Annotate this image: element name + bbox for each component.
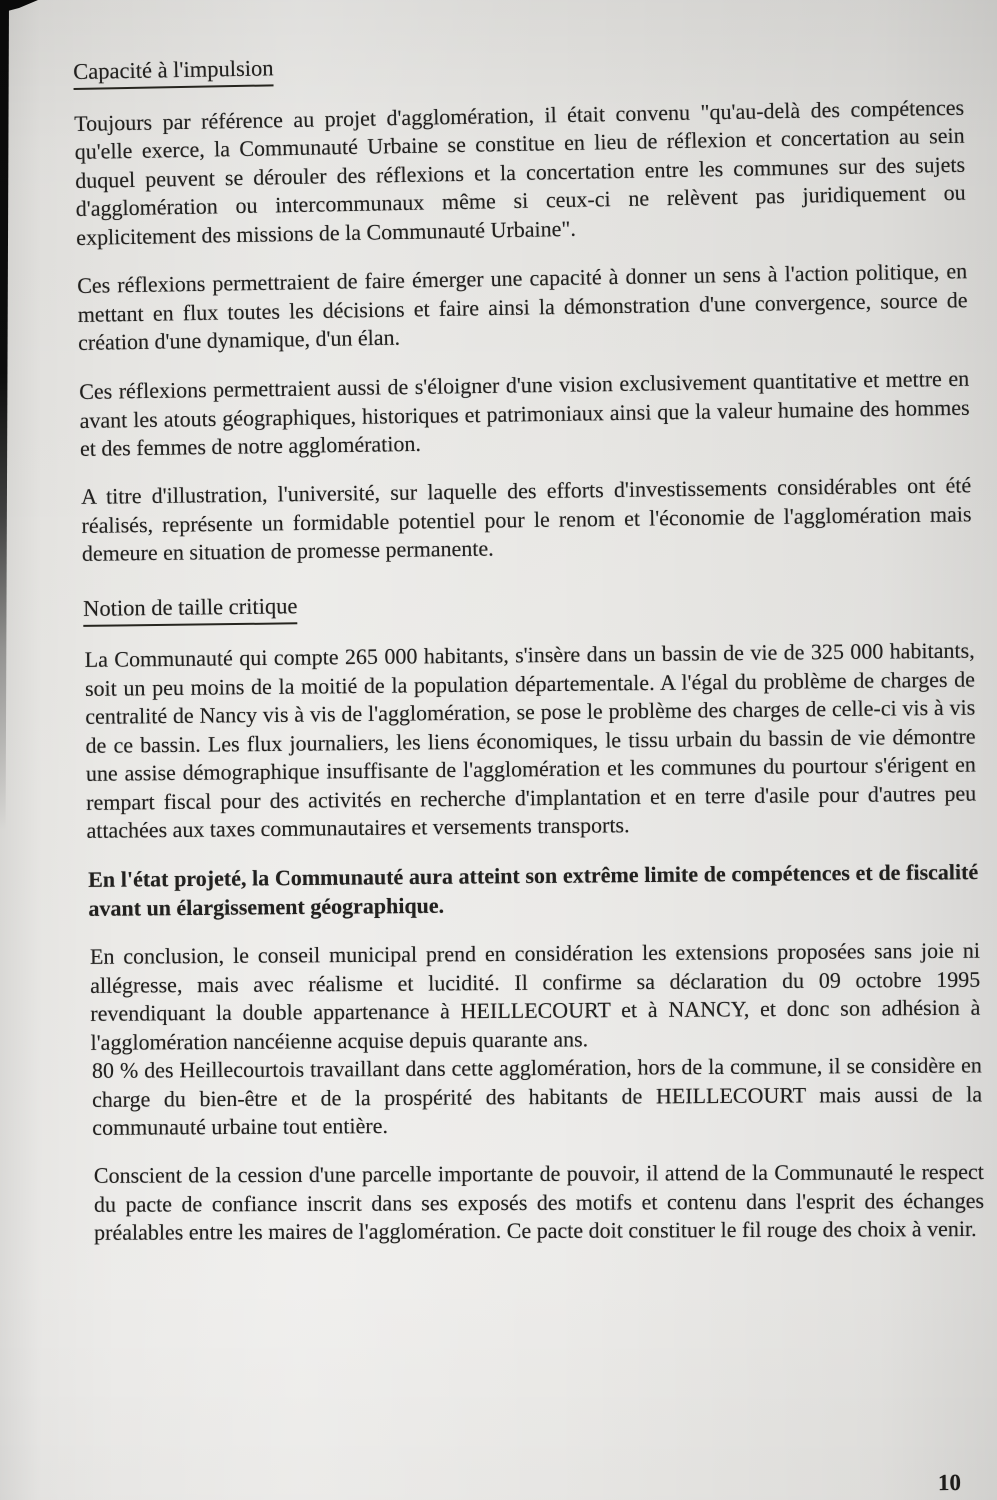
section-heading-capacite-impulsion [73, 42, 963, 90]
paragraph-heillecourtois: 80 % des Heillecourtois travaillant dans cette agglomération, hors de la commune, il se considère en charge du bien-être et de la prospérité des habitants de HEILLECOURT mais aussi de la communauté urbaine tout entière. [91, 1051, 983, 1140]
scan-edge-artifact [0, 0, 9, 830]
paragraph-reflexions-capacite: Ces réflexions permettraient de faire émerger une capacité à donner un sens à l'action politique, en mettant en flux toutes les décisions et faire ainsi la démonstration d'une convergence, source de création d'une dynamique, d'un élan. [77, 258, 968, 355]
paragraph-reflexions-vision: Ces réflexions permettraient aussi de s'éloigner d'une vision exclusivement quantitative et mettre en avant les atouts géographiques, historiques et patrimoniaux ainsi que la valeur humaine des hommes et des femmes de notre agglomération. [79, 365, 970, 461]
paragraph-communaute-bassin: La Communauté qui compte 265 000 habitants, s'insère dans un bassin de vie de 325 000 habitants, soit un peu moins de la moitié de la population départementale. A l'égal du problème de charges de centralité de Nancy vis à vis de l'agglomération, se pose le problème des charges de celle-ci vis à vis de ce bassin. Les flux journaliers, les liens économiques, le tissu urbain du bassin de vie démontre une assise démographique insuffisante de l'agglomération et les communes du pourtour s'érigent en rempart fiscal pour des activités en recherche d'implantation et en terre d'asile pour d'autres peu attachées aux taxes communautaires et versements transports. [84, 637, 977, 843]
paragraph-toujours-reference: Toujours par référence au projet d'agglomération, il était convenu "qu'au-delà des compétences qu'elle exerce, la Communauté Urbaine se constitue en lieu de réflexion et concertation au sein duquel peuvent se dérouler des réflexions et la concertation entre les communes sur des sujets d'agglomération ou intercommunaux même si ceux-ci ne relèvent pas juridiquement ou explicitement des missions de la Communauté Urbaine". [73, 94, 966, 250]
page-number: 10 [937, 1469, 962, 1496]
paragraph-conclusion: En conclusion, le conseil municipal prend en considération les extensions proposées sans joie ni allégresse, mais avec réalisme et lucidité. Il confirme sa déclaration du 09 octobre 1995 revendiquant la double appartenance à HEILLECOURT et à NANCY, et donc son adhésion à l'agglomération nancéienne acquise depuis quarante ans. [89, 937, 981, 1054]
document-content [73, 42, 985, 1248]
heading-underlined-text: Capacité à l'impulsion [73, 54, 274, 89]
paragraph-conscient: Conscient de la cession d'une parcelle importante de pouvoir, il attend de la Communauté le respect du pacte de confiance inscrit dans ses exposés des motifs et contenu dans l'esprit des échanges préalables entre les maires de l'agglomération. Ce pacte doit constituer le fil rouge des choix à venir. [93, 1158, 985, 1245]
scan-corner-artifact [0, 0, 38, 13]
heading-underlined-text: Notion de taille critique [83, 592, 298, 626]
paragraph-etat-projete-bold: En l'état projeté, la Communauté aura atteint son extrême limite de compétences et de fiscalité avant un élargissement géographique. [88, 858, 979, 920]
paragraph-universite: A titre d'illustration, l'université, sur laquelle des efforts d'investissements considérables ont été réalisés, représente un formidable potentiel pour le renom et l'économie de l'agglomération mais demeure en situation de promesse permanente. [81, 472, 972, 566]
section-heading-taille-critique [83, 584, 973, 626]
